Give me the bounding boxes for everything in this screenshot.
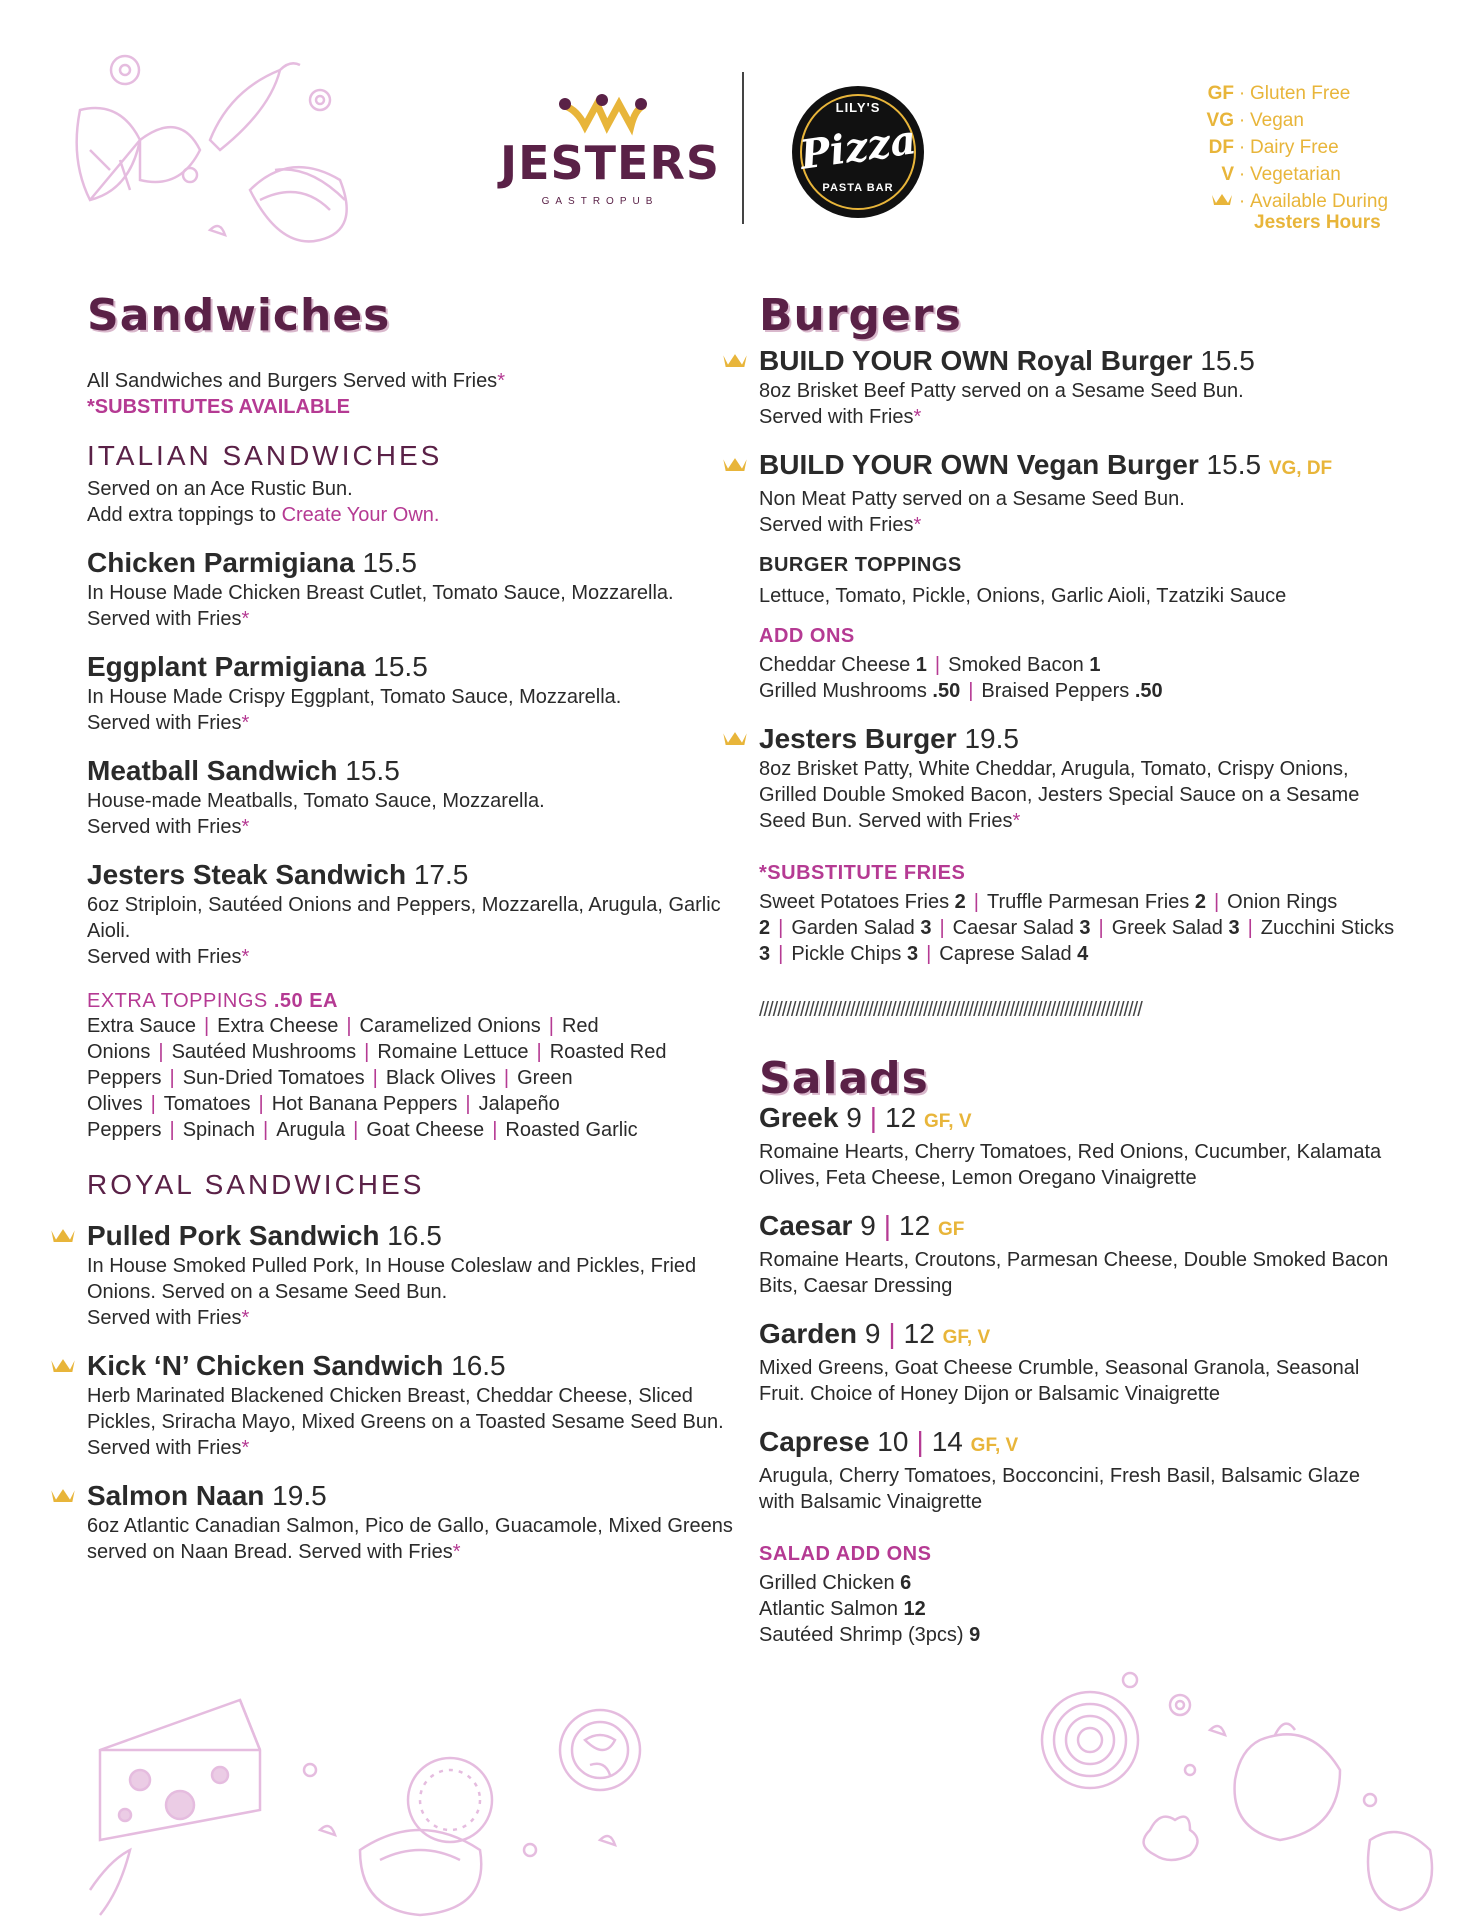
addon-item: Smoked Bacon 1 [948,654,1101,676]
lilys-script-text: Pizza [796,116,920,179]
legend-row-df: DF · Dairy Free [1208,137,1339,158]
item-name: Pulled Pork Sandwich 16.5 [87,1220,442,1251]
salad-addon-item: Grilled Chicken 6 [759,1572,912,1594]
menu-item [759,722,1399,834]
item-desc: In House Smoked Pulled Pork, In House Coleslaw and Pickles, Fried Onions. Served on a Sesame Seed Bun. [87,1255,697,1303]
salad-item [759,1425,1399,1515]
salad-add-ons-list [759,1570,1399,1648]
topping-item: Goat Cheese [366,1119,485,1141]
addon-item: Pickle Chips 3 [791,943,919,965]
create-your-own-link[interactable]: Create Your Own. [281,504,440,526]
addon-item: Caesar Salad 3 [952,917,1091,939]
diet-tags: GF [937,1219,965,1240]
topping-item: Arugula [276,1119,346,1141]
royal-sandwiches-heading: ROYAL SANDWICHES [87,1169,425,1200]
burger-toppings-text: Lettuce, Tomato, Pickle, Onions, Garlic Aioli, Tzatziki Sauce [759,585,1287,607]
royal-items [87,1219,737,1565]
menu-item [87,858,737,970]
addon-item: Sweet Potatoes Fries 2 [759,891,966,913]
addon-item: Greek Salad 3 [1111,917,1240,939]
topping-item: Extra Cheese [217,1015,339,1037]
item-name: Jesters Steak Sandwich 17.5 [87,859,469,890]
topping-item: Extra Sauce [87,1015,196,1037]
extra-toppings-heading: EXTRA TOPPINGS .50 EA [87,990,338,1012]
item-served: Served with Fries* [87,1307,250,1329]
add-ons-heading: ADD ONS [759,625,855,647]
menu-item [87,1479,737,1565]
jesters-logo [500,92,721,212]
item-name: Caesar 9 | 12 GF [759,1210,965,1241]
item-name: Chicken Parmigiana 15.5 [87,547,417,578]
item-served: Served with Fries* [87,608,250,630]
sandwiches-note: All Sandwiches and Burgers Served with Fries* [87,370,505,392]
menu-item [759,448,1399,538]
lilys-top-text: LILY'S [835,100,881,115]
diet-tags: GF, V [942,1327,991,1348]
add-ons-row-1: Cheddar Cheese 1 | Smoked Bacon 1 [759,654,1101,676]
topping-item: Caramelized Onions [359,1015,541,1037]
topping-item: Sun-Dried Tomatoes [182,1067,365,1089]
salad-addon-item: Atlantic Salmon 12 [759,1598,926,1620]
dietary-legend [1180,80,1480,236]
item-name: BUILD YOUR OWN Royal Burger 15.5 [759,345,1255,376]
lilys-pizza-logo [792,86,924,218]
item-desc: 6oz Striploin, Sautéed Onions and Peppers, Mozzarella, Arugula, Garlic Aioli. [87,894,721,942]
salads-title: Salads [759,1053,929,1104]
crown-icon [721,728,749,748]
legend-available-line2: Jesters Hours [1254,212,1381,233]
addon-item: Grilled Mushrooms .50 [759,680,961,702]
salad-add-ons-heading: SALAD ADD ONS [759,1543,932,1565]
addon-item: Onion Rings 2 [759,891,1338,939]
topping-item: Sautéed Mushrooms [171,1041,357,1063]
item-desc: Mixed Greens, Goat Cheese Crumble, Seasonal Granola, Seasonal Fruit. Choice of Honey Dijon or Balsamic Vinaigrette [759,1357,1360,1405]
jesters-wordmark: JESTERS [500,136,721,190]
addon-item: Cheddar Cheese 1 [759,654,927,676]
topping-item: Tomatoes [163,1093,251,1115]
legend-row-available: · Available During [1180,188,1480,215]
sandwiches-title: Sandwiches [87,290,391,341]
topping-item: Spinach [182,1119,255,1141]
salad-addon-item: Sautéed Shrimp (3pcs) 9 [759,1624,981,1646]
item-served: Served with Fries* [759,514,922,536]
crown-icon [721,454,749,474]
topping-item: Roasted Garlic [505,1119,638,1141]
addon-item: Zucchini Sticks 3 [759,917,1395,965]
item-desc: House-made Meatballs, Tomato Sauce, Mozzarella. [87,790,545,812]
diet-tags: GF, V [923,1111,972,1132]
salad-item [759,1101,1399,1191]
crown-icon [49,1485,77,1505]
topping-item: Hot Banana Peppers [271,1093,458,1115]
menu-item [87,1349,737,1461]
add-ons-row-2: Grilled Mushrooms .50 | Braised Peppers .50 [759,680,1163,702]
menu-item [87,1219,737,1331]
italian-create-own: Add extra toppings to Create Your Own. [87,504,440,526]
item-name: Kick ‘N’ Chicken Sandwich 16.5 [87,1350,506,1381]
item-name: Garden 9 | 12 GF, V [759,1318,991,1349]
item-name: Greek 9 | 12 GF, V [759,1102,972,1133]
menu-item [87,650,737,736]
item-desc: 6oz Atlantic Canadian Salmon, Pico de Gallo, Guacamole, Mixed Greens served on Naan Bread. Served with Fries* [87,1515,733,1563]
italian-desc: Served on an Ace Rustic Bun. [87,478,353,500]
substitute-fries-heading: *SUBSTITUTE FRIES [759,862,966,884]
burger-toppings-heading: BURGER TOPPINGS [759,554,962,576]
addon-item: Caprese Salad 4 [939,943,1089,965]
legend-row-gf: GF · Gluten Free [1207,83,1351,104]
left-column [87,286,737,1565]
burger-items [759,344,1399,538]
item-desc: Romaine Hearts, Cherry Tomatoes, Red Onions, Cucumber, Kalamata Olives, Feta Cheese, Lemon Oregano Vinaigrette [759,1141,1382,1189]
item-served: Served with Fries* [87,816,250,838]
burgers-title: Burgers [759,290,962,341]
salad-items [759,1101,1399,1515]
addon-item: Truffle Parmesan Fries 2 [986,891,1206,913]
item-name: Salmon Naan 19.5 [87,1480,327,1511]
right-column [759,286,1399,1648]
item-name: Meatball Sandwich 15.5 [87,755,400,786]
item-desc: In House Made Crispy Eggplant, Tomato Sauce, Mozzarella. [87,686,622,708]
menu-item [87,754,737,840]
diet-tags: VG, DF [1268,458,1333,479]
onion-tomato-illustration [1040,1660,1480,1920]
topping-item: Black Olives [385,1067,496,1089]
topping-item: Roasted Red Peppers [87,1041,667,1089]
crown-icon [1180,188,1234,215]
item-desc: Non Meat Patty served on a Sesame Seed Bun. [759,488,1185,510]
italian-sandwiches-heading: ITALIAN SANDWICHES [87,440,443,471]
item-desc: In House Made Chicken Breast Cutlet, Tomato Sauce, Mozzarella. [87,582,674,604]
topping-item: Green Olives [87,1067,573,1115]
substitutes-available: *SUBSTITUTES AVAILABLE [87,396,350,418]
logo-divider [742,72,744,224]
item-name: Eggplant Parmigiana 15.5 [87,651,428,682]
legend-row-vg: VG · Vegan [1206,110,1304,131]
item-name: Caprese 10 | 14 GF, V [759,1426,1019,1457]
salad-item [759,1317,1399,1407]
italian-items [87,546,737,970]
basil-pepper-onion-illustration [60,50,380,250]
crown-icon [49,1225,77,1245]
item-name: BUILD YOUR OWN Vegan Burger 15.5 VG, DF [759,449,1333,480]
extra-toppings-list: Extra Sauce | Extra Cheese | Caramelized Onions | Red Onions | Sautéed Mushrooms | Romaine Lettuce | Roasted Red Peppers | Sun-Dried Tomatoes | Black Olives | Green Olives | Tomatoes | Hot Banana Peppers | Jalapeño Peppers | Spinach | Arugula | Goat Cheese | Roasted Garlic [87,1015,667,1141]
lilys-bottom-text: PASTA BAR [822,182,894,194]
item-desc: Romaine Hearts, Croutons, Parmesan Cheese, Double Smoked Bacon Bits, Caesar Dressing [759,1249,1389,1297]
crown-icon [557,92,647,136]
salad-item [759,1209,1399,1299]
addon-item: Garden Salad 3 [791,917,932,939]
addon-item: Braised Peppers .50 [981,680,1163,702]
topping-item: Jalapeño Peppers [87,1093,560,1141]
menu-item [87,546,737,632]
item-served: Served with Fries* [87,946,250,968]
crown-icon [49,1355,77,1375]
crown-icon [721,350,749,370]
topping-item: Red Onions [87,1015,599,1063]
item-desc: 8oz Brisket Patty, White Cheddar, Arugula, Tomato, Crispy Onions, Grilled Double Smoked Bacon, Jesters Special Sauce on a Sesame Seed Bun. Served with Fries* [759,758,1360,832]
item-desc: 8oz Brisket Beef Patty served on a Sesame Seed Bun. [759,380,1244,402]
item-served: Served with Fries* [87,712,250,734]
item-served: Served with Fries* [759,406,922,428]
topping-item: Romaine Lettuce [377,1041,529,1063]
item-desc: Arugula, Cherry Tomatoes, Bocconcini, Fresh Basil, Balsamic Glaze with Balsamic Vinaigrette [759,1465,1360,1513]
item-name: Jesters Burger 19.5 [759,723,1019,754]
jesters-tagline: GASTROPUB [541,196,659,207]
diet-tags: GF, V [970,1435,1019,1456]
item-desc: Herb Marinated Blackened Chicken Breast, Cheddar Cheese, Sliced Pickles, Sriracha Mayo, Mixed Greens on a Toasted Sesame Seed Bun. Served with Fries* [87,1385,724,1459]
legend-row-v: V · Vegetarian [1221,164,1341,185]
menu-item [759,344,1399,430]
substitute-fries-list: Sweet Potatoes Fries 2 | Truffle Parmesan Fries 2 | Onion Rings 2 | Garden Salad 3 | Caesar Salad 3 | Greek Salad 3 | Zucchini Sticks 3 | Pickle Chips 3 | Caprese Salad 4 [759,891,1395,965]
cheese-pepperoni-illustration [60,1690,660,1920]
section-divider: //////////////////////////////////////////////////////////////////////////////////// [759,999,1142,1021]
